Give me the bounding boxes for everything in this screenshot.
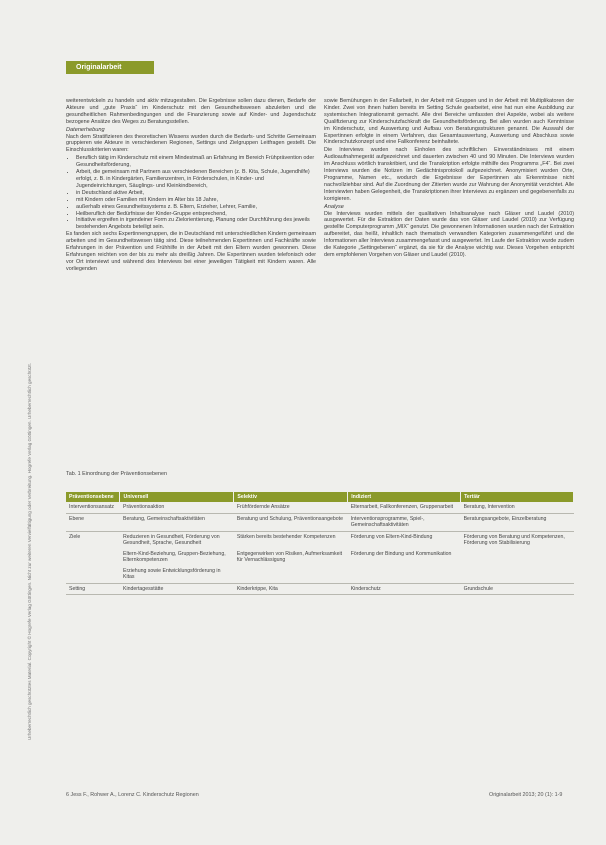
table-cell: Grundschule — [461, 583, 574, 595]
table-cell: Entgegenwirken von Risiken, Aufmerksamkeit für Vernachlässigung — [236, 550, 343, 563]
table-cell — [234, 566, 348, 584]
table-cell: Präventionsaktion — [120, 502, 234, 513]
paragraph: Die Interviews wurden mittels der qualitativen Inhaltsanalyse nach Gläser und Laudel (2010) ausgewertet. Für die Extraktion der Daten wurde das von Gläser und Laudel (2010) zur Verfügung gestellte Computerprogramm „MIX“ genutzt. Die gewonnenen Informationen wurden nach der Extraktion aufbereitet, das heißt, inhaltlich nach thematisch verwandten Kategorien zusammengeführt und die Informationen aller Interviews zusammengefasst und ausgewertet. Im Laufe der Extraktion wurde zudem die Kategorie „Settingebenen“ ergänzt, da sie für die Analyse wichtig war. Dieses Vorgehen entspricht dem empfohlenen Vorgehen von Gläser und Laudel (2010). — [324, 210, 574, 258]
table-header-cell: Indiziert — [348, 492, 461, 502]
table-cell: Kindertagesstätte — [120, 583, 234, 595]
table-cell: Kinderkrippe, Kita — [234, 583, 348, 595]
table-cell — [461, 566, 574, 584]
table-cell: Interventionsprogramme, Spiel-, Gemeinschaftsaktivitäten — [348, 513, 461, 531]
table-cell: Förderung von Beratung und Kompetenzen, Förderung von Stabilisierung — [463, 533, 565, 546]
table-row — [66, 531, 574, 549]
list-item: • außerhalb eines Gesundheitssystems z. B. Eltern, Erzieher, Lehrer, Familie, — [76, 204, 316, 211]
table-cell: Kinderschutz — [348, 583, 461, 595]
paragraph: Nach dem Stratifizieren des theoretischen Wissens wurden durch die Bedarfs- und Schritte Gemeinsam gruppieren wie Akteure in verschiedenen Regionen, Settings und Zielgruppen Leitfragen gestellt. Die Einschlusskriterien waren: — [66, 133, 316, 154]
table-cell: Beratung, Gemeinschaftsaktivitäten — [120, 513, 234, 531]
table-cell: Beratung und Schulung, Präventionsangebote — [234, 513, 348, 531]
table-cell: Frühfördernde Ansätze — [234, 502, 348, 513]
list-item: • Beruflich tätig im Kinderschutz mit einem Mindestmaß an Erfahrung im Bereich Frühprävention oder Gesundheitsförderung, — [76, 155, 316, 169]
table-cell: Ziele — [69, 533, 81, 540]
side-copyright-text — [25, 80, 35, 740]
right-column — [324, 98, 574, 260]
table-cell: Eltern-Kind-Beziehung, Gruppen-Beziehung, Elternkompetenzen — [122, 550, 226, 563]
table-cell — [348, 566, 461, 584]
side-copyright-label: Urheberrechtlich geschütztes Material. Copyright © Hogrefe Verlag Göttingen. Nicht zur weiteren Vervielfältigung oder Verbreitung. Hogrefe Verlag Göttingen. Urheberrechtlich geschützt. — [27, 363, 32, 740]
table-cell — [461, 549, 574, 566]
table-cell: Erziehung sowie Entwicklungsförderung in Kitas — [120, 566, 234, 584]
table-row — [66, 513, 574, 531]
list-item: • Heilberuflich der Bedürfnisse der Kinder-Gruppe entsprechend, — [76, 211, 316, 218]
list-item: • mit Kindern oder Familien mit Kindern im Alter bis 18 Jahre, — [76, 197, 316, 204]
table-row — [66, 502, 574, 513]
list-item: • Initiative ergreifen in irgendeiner Form zu Zielorientierung, Planung oder Durchführung des jeweils bestehenden Angebots beteiligt sein. — [76, 217, 316, 231]
table-cell — [66, 566, 120, 584]
paragraph: Die Interviews wurden nach Einholen des schriftlichen Einverständnisses mit einem Audioaufnahmegerät aufgezeichnet und dauerten zwischen 40 und 90 Minuten. Die Interviews wurden im Anschluss wörtlich transkribiert, und die Transkription erfolgte mithilfe des Programms „F4“. Bei zwei Interviews wurden die Notizen im Gedächtnisprotokoll aufgezeichnet. Anonymisiert wurden Orte, Programme, Namen etc., wodurch die Ergebnisse der Expertinnen als Erkenntnisse nicht nachvollziehbar sind. Auf die Zuordnung der Zitierten wurde zur Wahrung der Anonymität verzichtet. Alle Interviewten haben Gelegenheit, die Transkriptionen ihrer Interviews zu ergänzen und gegebenenfalls zu korrigieren. — [324, 147, 574, 202]
table-row — [66, 566, 574, 584]
paragraph: weiterentwickeln zu handeln und aktiv mitzugestalten. Die Ergebnisse sollen dazu dienen, Bedarfe der Akteure und „gute Praxis“ im Kinderschutz mit den Gesundheitswesen abzuleiten und die gesundheitlichen Rahmenbedingungen und die Finanzierung sowie auf Kinder- und Jugendschutz bezogene Ansätze des Weges zu Beratungsstellen. — [66, 98, 316, 125]
table-cell: Beratungsangebote, Einzelberatung — [461, 513, 574, 531]
table-header-cell: Universell — [120, 492, 234, 502]
table-header-cell: Präventionsebene — [66, 492, 120, 502]
table-row — [66, 583, 574, 595]
section-tab: Originalarbeit — [66, 61, 154, 74]
table-cell: Förderung der Bindung und Kommunikation — [350, 550, 452, 557]
table-header-row — [66, 492, 574, 502]
criteria-list — [66, 155, 316, 231]
table-header-cell: Selektiv — [234, 492, 348, 502]
table-cell: Elternarbeit, Fallkonferenzen, Gruppenarbeit — [348, 502, 461, 513]
footer-journal: Originalarbeit 2013; 20 (1): 1-9 — [489, 792, 563, 798]
table-cell: Setting — [66, 583, 120, 595]
left-column — [66, 98, 316, 274]
table-header-cell: Tertiär — [461, 492, 574, 502]
footer-citation: 6 Jess F., Rohwer A., Lorenz C. Kinderschutz Regionen — [66, 792, 199, 798]
section-heading: Datenerhebung — [66, 126, 105, 133]
section-heading: Analyse — [324, 203, 344, 210]
table-cell — [66, 549, 120, 566]
table-row — [66, 549, 574, 566]
table-cell: Stärken bereits bestehender Kompetenzen — [236, 533, 336, 540]
table-caption: Tab. 1 Einordnung der Präventionsebenen — [66, 471, 167, 477]
table-cell: Interventionsansatz — [66, 502, 120, 513]
table-cell: Ebene — [66, 513, 120, 531]
paragraph: Es fanden sich sechs Expertinnengruppen, die in Deutschland mit unterschiedlichen Kindern gemeinsam arbeiten und im Gesundheitswesen tätig sind. Diese teilnehmenden Expertinnen und Fachkräfte sowie Erfahrungen in der Prävention und Frühhilfe in der Arbeit mit den Eltern wurden gewonnen. Diese Erfahrungen reichten von der bis zu mehr als dreißig Jahren. Die Expertinnen wurden telefonisch oder vor Ort interviewt und während des Interviews bei einer jeweiligen Tätigkeit mit Kindern waren. Alle vorliegenden — [66, 231, 316, 272]
table-cell: Beratung, Intervention — [461, 502, 574, 513]
paragraph: sowie Bemühungen in der Fallarbeit, in der Arbeit mit Gruppen und in der Arbeit mit Multiplikatoren der Kinder. Zwei von ihnen hatten bereits im Setting Schule gearbeitet, eine hat nun eine Ausbildung zur systemischen Integrationsmit gemacht. Alle drei Bereiche umfassten drei Aspekte, wobei als weitere Qualifizierung zur Kinderschutzfachkraft die Gesundheitsförderung. Bei allen wurden auch Kenntnisse im Kinderschutz, und Auswertung und Aufbau von Beratungsstrukturen genannt. Die Auswahl der Expertinnen erfolgte in einem Verfahren, das Gesamtauswertung, Auswertung und Abschluss sowie Kinderschutzkonzept und eine Fallkonferenz beinhaltete. — [324, 98, 574, 146]
list-item: • in Deutschland aktive Arbeit, — [76, 190, 316, 197]
table-cell: Reduzieren in Gesundheit, Förderung von Gesundheit, Sprache, Gesundheit — [122, 533, 220, 546]
list-item: • Arbeit, die gemeinsam mit Partnern aus verschiedenen Bereichen (z. B. Kita, Schule, Jugendhilfe) erfolgt, z. B. in Kindergärten, Familienzentren, in Förderschulen, in Kinder- und Jugendeinrichtungen, Säuglings- und Kleinkindbereich, — [76, 169, 316, 190]
prevention-table — [66, 492, 574, 595]
table-cell: Förderung von Eltern-Kind-Bindung — [350, 533, 433, 540]
